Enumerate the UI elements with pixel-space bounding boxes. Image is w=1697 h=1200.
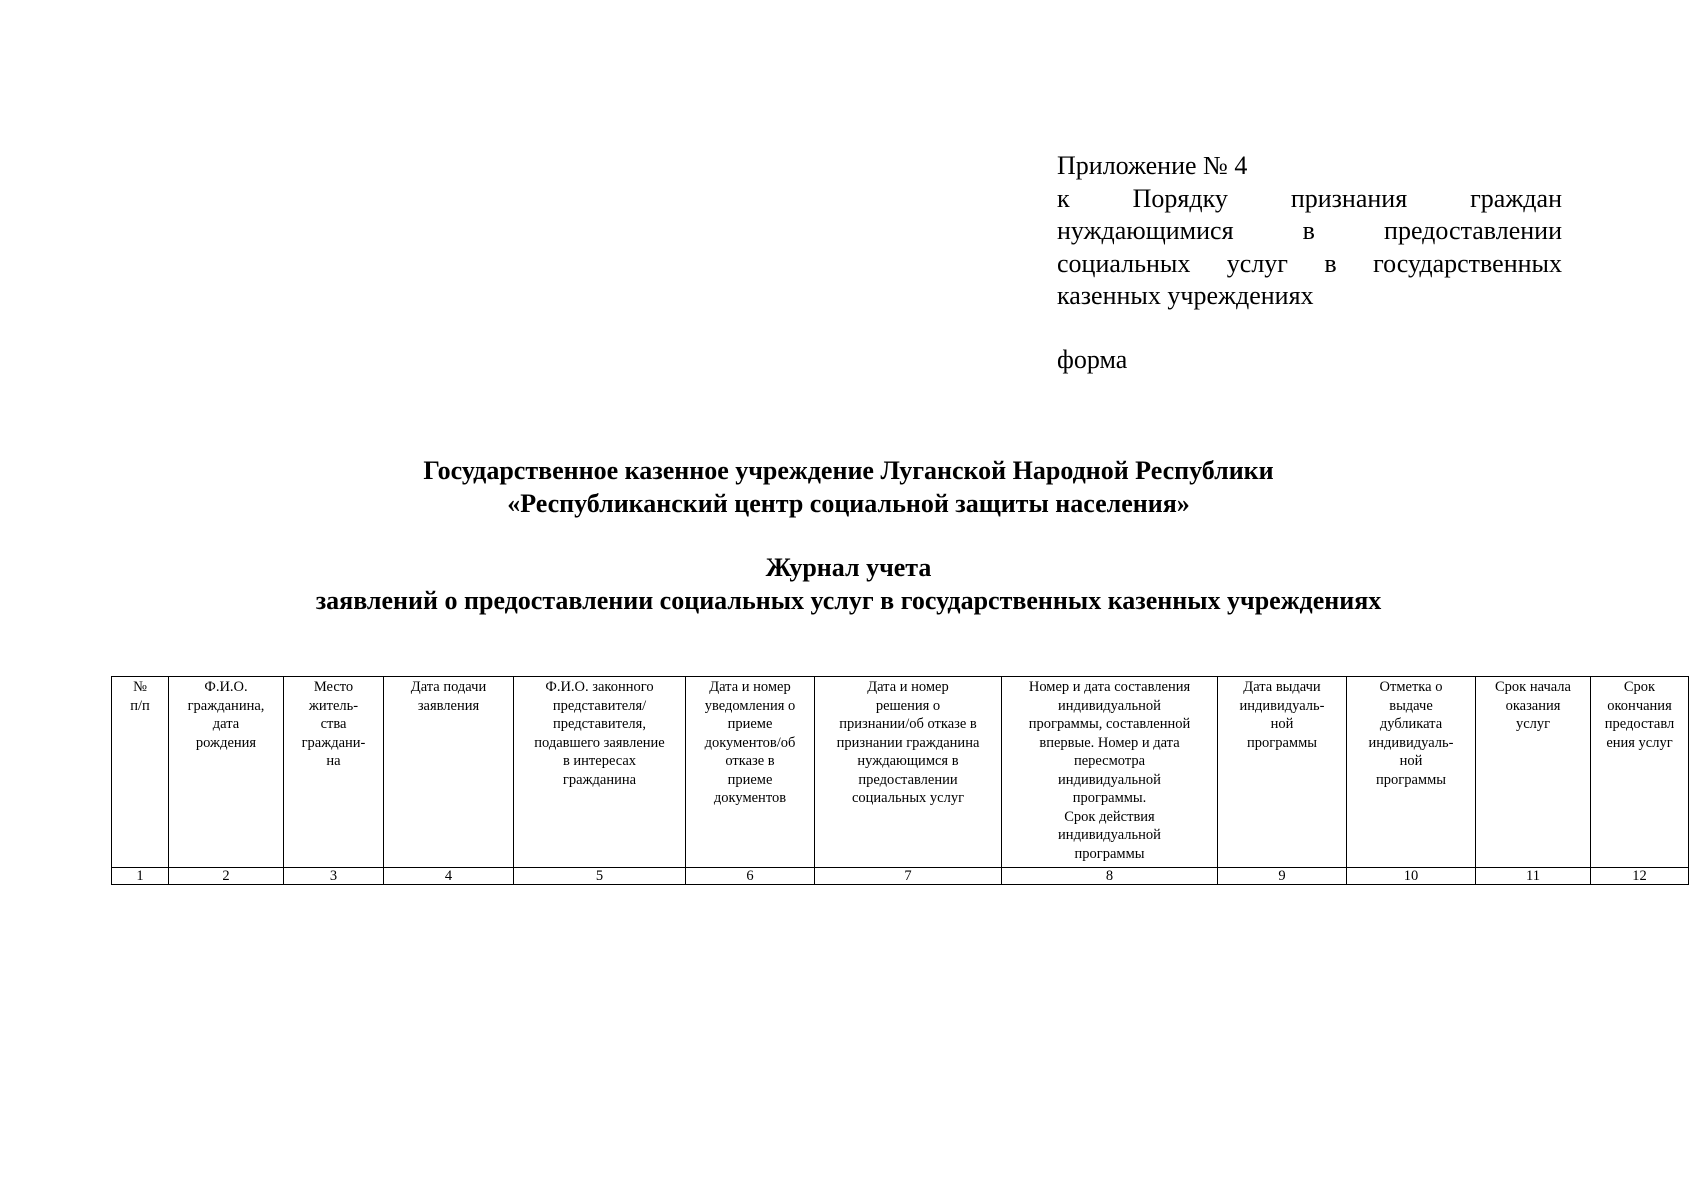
number-cell: 7 — [815, 868, 1002, 885]
header-cell-number: № п/п — [112, 677, 169, 868]
header-cell-service-start: Срок начала оказания услуг — [1476, 677, 1591, 868]
number-cell: 1 — [112, 868, 169, 885]
header-cell-decision: Дата и номер решения о признании/об отказе в признании гражданина нуждающимся в предоставлении социальных услуг — [815, 677, 1002, 868]
journal-heading — [0, 552, 1697, 617]
number-cell: 8 — [1002, 868, 1218, 885]
header-cell-duplicate-mark: Отметка о выдаче дубликата индивидуаль- ной программы — [1347, 677, 1476, 868]
number-cell: 5 — [514, 868, 686, 885]
number-cell: 4 — [384, 868, 514, 885]
header-cell-application-date: Дата подачи заявления — [384, 677, 514, 868]
appendix-title: Приложение № 4 — [1057, 151, 1248, 180]
number-cell: 2 — [169, 868, 284, 885]
table-header-row — [112, 677, 1689, 868]
number-cell: 3 — [284, 868, 384, 885]
number-cell: 9 — [1218, 868, 1347, 885]
form-label: форма — [1057, 344, 1128, 374]
number-cell: 10 — [1347, 868, 1476, 885]
organization-line-1: Государственное казенное учреждение Луганской Народной Республики — [423, 456, 1274, 485]
journal-table — [111, 676, 1689, 885]
number-cell: 6 — [686, 868, 815, 885]
table-number-row — [112, 868, 1689, 885]
appendix-block — [1057, 150, 1562, 376]
organization-heading — [0, 455, 1697, 520]
header-cell-notification: Дата и номер уведомления о приеме документов/об отказе в приеме документов — [686, 677, 815, 868]
header-cell-program-issue-date: Дата выдачи индивидуаль- ной программы — [1218, 677, 1347, 868]
header-cell-residence: Место житель- ства граждани- на — [284, 677, 384, 868]
journal-title: Журнал учета — [765, 553, 932, 582]
header-cell-citizen-name: Ф.И.О. гражданина, дата рождения — [169, 677, 284, 868]
journal-subtitle: заявлений о предоставлении социальных услуг в государственных казенных учреждениях — [315, 585, 1382, 615]
number-cell: 12 — [1591, 868, 1689, 885]
header-cell-representative: Ф.И.О. законного представителя/ представителя, подавшего заявление в интересах гражданина — [514, 677, 686, 868]
appendix-text: к Порядку признания граждан нуждающимися в предоставлении социальных услуг в государственных казенных учреждениях — [1057, 183, 1562, 310]
header-cell-program: Номер и дата составления индивидуальной программы, составленной впервые. Номер и дата пересмотра индивидуальной программы. Срок действия индивидуальной программы — [1002, 677, 1218, 868]
organization-line-2: «Республиканский центр социальной защиты населения» — [507, 488, 1190, 518]
number-cell: 11 — [1476, 868, 1591, 885]
header-cell-service-end: Срок окончания предоставл ения услуг — [1591, 677, 1689, 868]
